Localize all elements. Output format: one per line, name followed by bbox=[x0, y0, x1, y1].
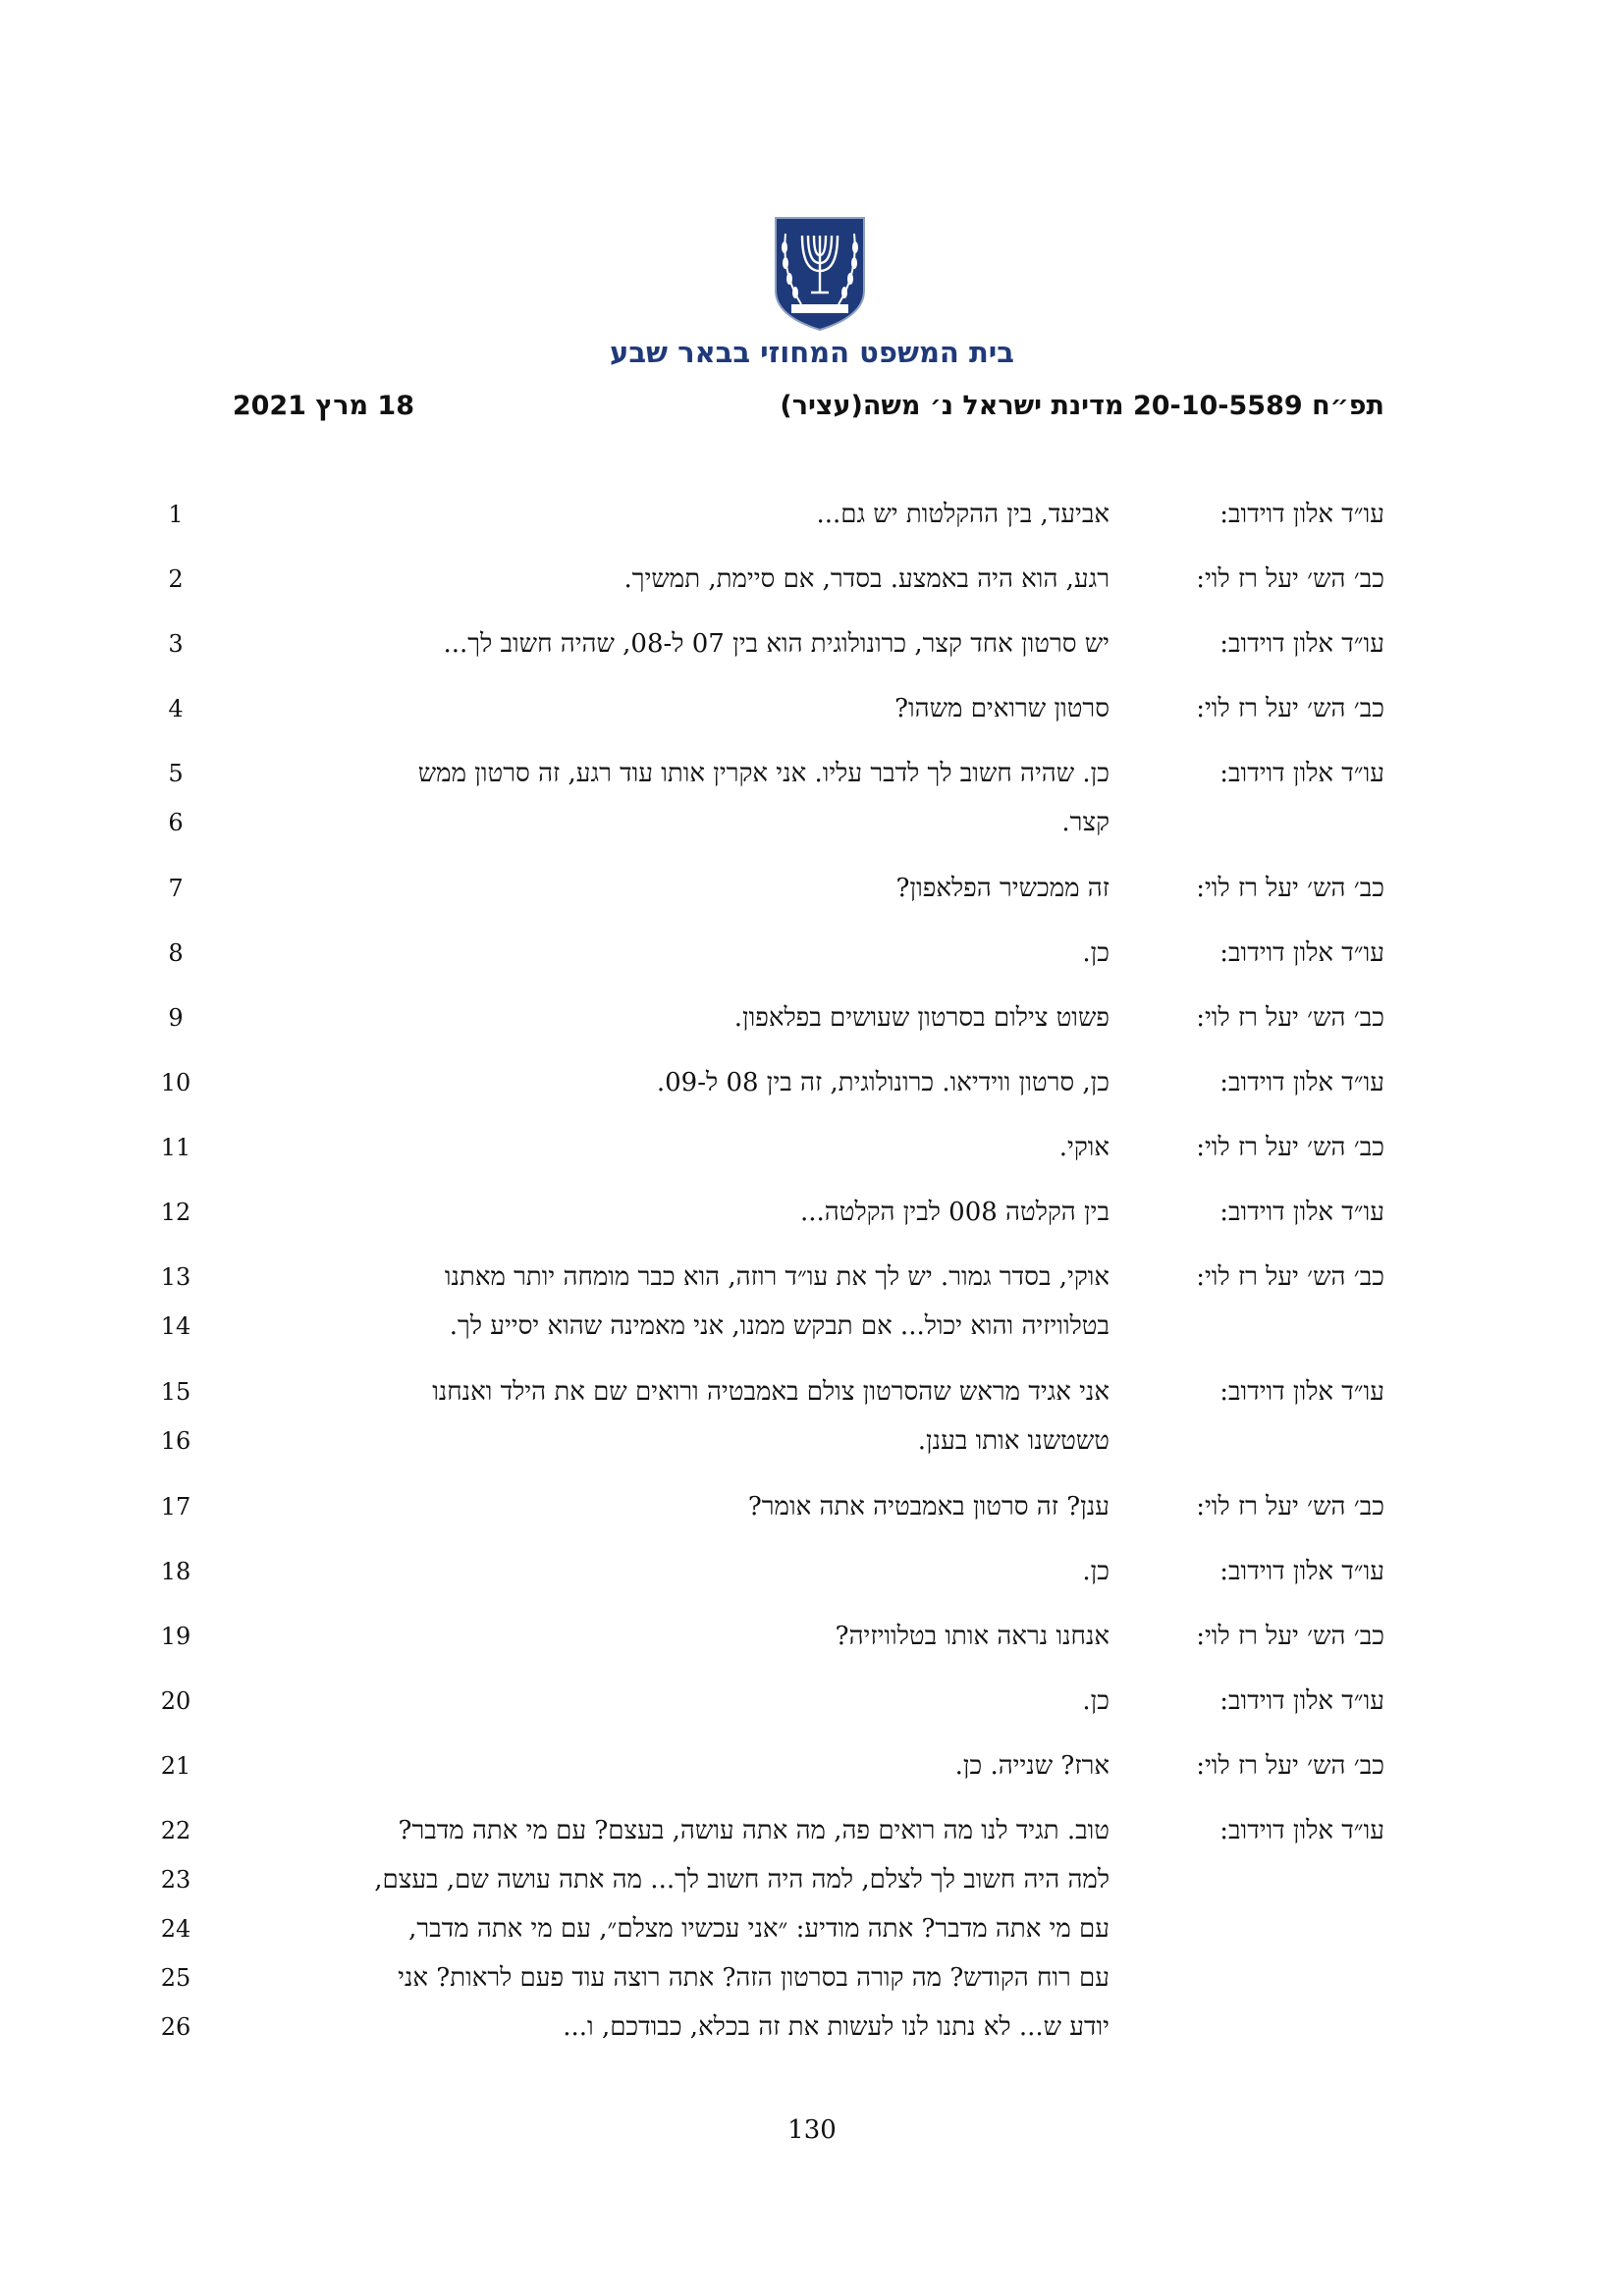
speech-line: אוקי, בסדר גמור. יש לך את עו״ד רוזה, הוא כבר מומחה יותר מאתנו bbox=[444, 1262, 1110, 1292]
line-number: 26 bbox=[160, 2013, 191, 2041]
speech-line: כן. bbox=[1082, 1557, 1110, 1586]
line-numbers bbox=[147, 1677, 204, 1726]
speaker-name: עו״ד אלון דוידוב: bbox=[1219, 1377, 1384, 1407]
line-number: 13 bbox=[160, 1263, 191, 1291]
speech-text bbox=[245, 490, 1110, 539]
speaker-name: עו״ד אלון דוידוב: bbox=[1219, 500, 1384, 529]
line-number: 8 bbox=[168, 939, 184, 967]
speaker-name: כב׳ הש׳ יעל רז לוי: bbox=[1196, 694, 1384, 723]
speech-text bbox=[245, 993, 1110, 1042]
speech-line: אני אגיד מראש שהסרטון צולם באמבטיה ורואים שם את הילד ואנחנו bbox=[432, 1377, 1110, 1407]
line-numbers bbox=[147, 1058, 204, 1107]
speaker-name: כב׳ הש׳ יעל רז לוי: bbox=[1196, 1622, 1384, 1651]
line-number: 3 bbox=[168, 630, 184, 658]
line-numbers bbox=[147, 929, 204, 978]
speaker-name: עו״ד אלון דוידוב: bbox=[1219, 1686, 1384, 1716]
line-numbers bbox=[147, 1123, 204, 1172]
line-numbers bbox=[147, 1253, 204, 1351]
line-number: 19 bbox=[160, 1623, 191, 1650]
line-number: 12 bbox=[160, 1199, 191, 1226]
line-numbers bbox=[147, 555, 204, 604]
speech-line: עם רוח הקודש? מה קורה בסרטון הזה? אתה רוצה עוד פעם לראות? אני bbox=[398, 1963, 1110, 1993]
line-numbers bbox=[147, 1612, 204, 1661]
speech-text bbox=[245, 1741, 1110, 1790]
line-number: 4 bbox=[168, 695, 184, 722]
speaker-name: עו״ד אלון דוידוב: bbox=[1219, 629, 1384, 659]
speech-line: כן. bbox=[1082, 1686, 1110, 1716]
speech-text bbox=[245, 1058, 1110, 1107]
line-number: 24 bbox=[160, 1915, 191, 1943]
speech-line: פשוט צילום בסרטון שעושים בפלאפון. bbox=[733, 1003, 1110, 1033]
speech-text bbox=[245, 684, 1110, 733]
speech-line: יש סרטון אחד קצר, כרונולוגית הוא בין 07 ל-08, שהיה חשוב לך... bbox=[443, 629, 1110, 659]
speech-text bbox=[245, 619, 1110, 668]
speaker-name: כב׳ הש׳ יעל רז לוי: bbox=[1196, 564, 1384, 594]
speech-line: אנחנו נראה אותו בטלוויזיה? bbox=[835, 1622, 1110, 1651]
speech-line: כן, סרטון ווידיאו. כרונולוגית, זה בין 08 ל-09. bbox=[656, 1068, 1110, 1097]
speech-line: ענן? זה סרטון באמבטיה אתה אומר? bbox=[747, 1492, 1110, 1522]
line-number: 23 bbox=[160, 1866, 191, 1894]
court-name: בית המשפט המחוזי בבאר שבע bbox=[610, 336, 1014, 369]
line-number: 9 bbox=[168, 1004, 184, 1032]
line-numbers bbox=[147, 1482, 204, 1531]
line-numbers bbox=[147, 1367, 204, 1466]
speaker-name: כב׳ הש׳ יעל רז לוי: bbox=[1196, 1133, 1384, 1162]
speech-line: אביעד, בין ההקלטות יש גם... bbox=[816, 500, 1110, 529]
line-numbers bbox=[147, 1188, 204, 1237]
speech-text bbox=[245, 1253, 1110, 1351]
line-numbers bbox=[147, 1806, 204, 2052]
speaker-name: כב׳ הש׳ יעל רז לוי: bbox=[1196, 874, 1384, 903]
speech-line: יודע ש... לא נתנו לנו לעשות את זה בכלא, כבודכם, ו... bbox=[563, 2012, 1110, 2042]
speech-line: כן. שהיה חשוב לך לדבר עליו. אני אקרין אותו עוד רגע, זה סרטון ממש bbox=[417, 759, 1110, 788]
line-number: 10 bbox=[160, 1069, 191, 1096]
speech-line: סרטון שרואים משהו? bbox=[894, 694, 1110, 723]
speech-text bbox=[245, 1677, 1110, 1726]
line-number: 5 bbox=[168, 760, 184, 787]
line-number: 25 bbox=[160, 1964, 191, 1992]
speech-line: כן. bbox=[1082, 938, 1110, 968]
speech-line: בין הקלטה 008 לבין הקלטה... bbox=[800, 1198, 1110, 1227]
line-number: 22 bbox=[160, 1817, 191, 1844]
line-number: 1 bbox=[168, 501, 184, 528]
speech-text bbox=[245, 1612, 1110, 1661]
speaker-name: כב׳ הש׳ יעל רז לוי: bbox=[1196, 1262, 1384, 1292]
speech-line: טשטשנו אותו בענן. bbox=[917, 1426, 1110, 1456]
speech-text bbox=[245, 1482, 1110, 1531]
speech-line: בטלוויזיה והוא יכול... אם תבקש ממנו, אני מאמינה שהוא יסייע לך. bbox=[449, 1311, 1110, 1341]
line-number: 16 bbox=[160, 1427, 191, 1455]
speaker-name: עו״ד אלון דוידוב: bbox=[1219, 759, 1384, 788]
line-number: 14 bbox=[160, 1312, 191, 1340]
speech-line: עם מי אתה מדבר? אתה מודיע: ״אני עכשיו מצלם״, עם מי אתה מדבר, bbox=[408, 1914, 1110, 1944]
line-numbers bbox=[147, 749, 204, 847]
speech-text bbox=[245, 1367, 1110, 1466]
line-number: 2 bbox=[168, 565, 184, 593]
speaker-name: עו״ד אלון דוידוב: bbox=[1219, 1068, 1384, 1097]
line-number: 21 bbox=[160, 1752, 191, 1780]
speech-line: טוב. תגיד לנו מה רואים פה, מה אתה עושה, בעצם? עם מי אתה מדבר? bbox=[398, 1816, 1110, 1845]
line-number: 17 bbox=[160, 1493, 191, 1521]
speaker-name: עו״ד אלון דוידוב: bbox=[1219, 1557, 1384, 1586]
speech-text bbox=[245, 864, 1110, 913]
speaker-name: כב׳ הש׳ יעל רז לוי: bbox=[1196, 1751, 1384, 1781]
speech-text bbox=[245, 1188, 1110, 1237]
speaker-name: כב׳ הש׳ יעל רז לוי: bbox=[1196, 1492, 1384, 1522]
line-numbers bbox=[147, 684, 204, 733]
speech-text bbox=[245, 929, 1110, 978]
page-number: 130 bbox=[787, 2115, 837, 2145]
line-number: 7 bbox=[168, 875, 184, 902]
speech-text bbox=[245, 1806, 1110, 2052]
speech-line: אוקי. bbox=[1058, 1133, 1110, 1162]
line-numbers bbox=[147, 490, 204, 539]
speech-line: זה ממכשיר הפלאפון? bbox=[895, 874, 1110, 903]
line-numbers bbox=[147, 1547, 204, 1596]
hearing-date: 18 מרץ 2021 bbox=[232, 391, 414, 421]
line-number: 20 bbox=[160, 1687, 191, 1715]
speech-line: קצר. bbox=[1061, 808, 1110, 837]
speech-text bbox=[245, 1123, 1110, 1172]
line-numbers bbox=[147, 864, 204, 913]
speaker-name: עו״ד אלון דוידוב: bbox=[1219, 1816, 1384, 1845]
line-number: 6 bbox=[168, 809, 184, 836]
line-numbers bbox=[147, 1741, 204, 1790]
speech-line: רגע, הוא היה באמצע. בסדר, אם סיימת, תמשיך. bbox=[623, 564, 1110, 594]
speaker-name: עו״ד אלון דוידוב: bbox=[1219, 1198, 1384, 1227]
line-number: 15 bbox=[160, 1378, 191, 1406]
speaker-name: עו״ד אלון דוידוב: bbox=[1219, 938, 1384, 968]
line-numbers bbox=[147, 993, 204, 1042]
state-emblem-icon bbox=[772, 214, 868, 332]
speech-line: ארז? שנייה. כן. bbox=[954, 1751, 1110, 1781]
line-number: 11 bbox=[160, 1134, 191, 1161]
speech-text bbox=[245, 1547, 1110, 1596]
line-numbers bbox=[147, 619, 204, 668]
case-title: תפ״ח 20-10-5589 מדינת ישראל נ׳ משה(עציר) bbox=[780, 391, 1384, 421]
speech-text bbox=[245, 749, 1110, 847]
speech-text bbox=[245, 555, 1110, 604]
line-number: 18 bbox=[160, 1558, 191, 1585]
speech-line: למה היה חשוב לך לצלם, למה היה חשוב לך... מה אתה עושה שם, בעצם, bbox=[374, 1865, 1110, 1895]
speaker-name: כב׳ הש׳ יעל רז לוי: bbox=[1196, 1003, 1384, 1033]
